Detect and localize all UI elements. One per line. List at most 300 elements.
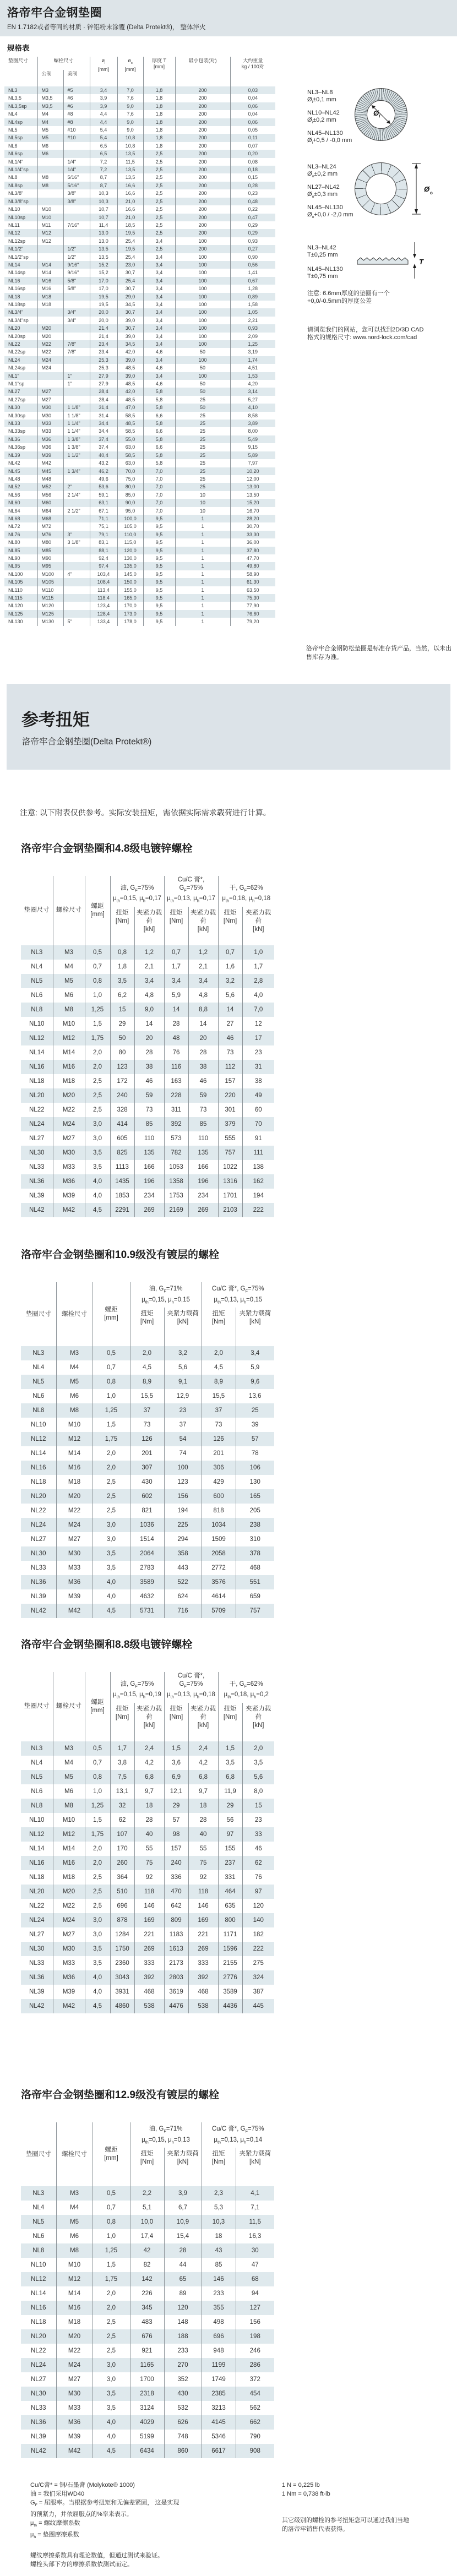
torque-table-row [21, 1346, 274, 1360]
spec-cell: 21,4 [90, 324, 117, 332]
torque-cell: NL4 [32, 1364, 45, 1371]
spec-cell: M52 [37, 483, 63, 491]
spec-table-row [4, 459, 275, 467]
torque-cell: NL39 [31, 2433, 46, 2440]
spec-cell: 200 [175, 142, 230, 150]
torque-cell: 821 [130, 1504, 164, 1518]
torque-cell: 2,5 [93, 2344, 130, 2358]
torque-cell: 3213 [202, 2401, 236, 2415]
spec-table-header [4, 57, 275, 86]
torque-cell: 2,8 [242, 974, 274, 988]
spec-table-row [4, 427, 275, 435]
torque-table-row [21, 1756, 274, 1770]
torque-banner-subtitle: 洛帝牢合金钢垫圈(Delta Protekt®) [22, 737, 152, 747]
footnote-line: 螺栓头部下方的摩擦系数依测试而定。 [30, 2561, 133, 2568]
torque-cell: 73 [188, 1103, 218, 1117]
torque-cell: 2360 [110, 1956, 134, 1970]
torque-cell: NL42 [31, 1608, 46, 1614]
col-thickness: 厚度 T [mm] [143, 57, 175, 86]
torque-cell: 240 [164, 1856, 188, 1870]
spec-cell: M14 [37, 269, 63, 276]
torque-cell: 12,9 [164, 1389, 202, 1403]
torque-cell: 1749 [202, 2372, 236, 2387]
col-torque: 扭矩 [Nm] [115, 1705, 129, 1720]
torque-cell: NL24 [29, 1120, 45, 1128]
torque-cell: 25 [236, 1403, 274, 1418]
torque-cell: 48 [164, 1031, 188, 1045]
torque-cell: 3589 [218, 1985, 242, 1999]
torque-cell: 18 [134, 1799, 164, 1813]
torque-cell: 1,7 [242, 960, 274, 974]
torque-cell: 169 [188, 1913, 218, 1927]
torque-note: 注意: 以下附表仅供参考。实际安装扭矩，需依据实际需求载荷进行计算。 [20, 808, 271, 817]
torque-cell: 0,7 [93, 2201, 130, 2215]
spec-cell: 46,2 [90, 467, 117, 475]
spec-cell: M14 [37, 261, 63, 269]
spec-table-row [4, 602, 275, 609]
torque-cell: M6 [56, 2229, 93, 2243]
torque-cell: M42 [56, 1604, 93, 1618]
torque-cell: 445 [242, 1999, 274, 2013]
spec-cell: 1,8 [143, 142, 175, 150]
torque-cell: 538 [188, 1999, 218, 2013]
torque-cell: 1,2 [134, 945, 164, 960]
torque-cell: NL33 [31, 2405, 46, 2411]
torque-cell: 135 [188, 1146, 218, 1160]
spec-cell: NL3,5 [8, 95, 22, 101]
torque-cell: 59 [134, 1088, 164, 1103]
torque-cell: 2,0 [93, 1461, 130, 1475]
spec-cell: 200 [175, 221, 230, 229]
spec-cell: 3,4 [143, 285, 175, 292]
lubrication-group-header: 油, $G_F=71\%$ $\mu_{th}=0,15$, $\mu_h=0,13$ [142, 2126, 190, 2144]
spec-cell: 1 [175, 578, 230, 586]
spec-table-row [4, 491, 275, 499]
torque-cell: NL8 [31, 1802, 43, 1809]
spec-cell [63, 150, 90, 157]
col-bolt-size: 螺栓尺寸 [53, 876, 85, 945]
spec-cell: NL20 [8, 325, 20, 331]
spec-cell: 25 [175, 483, 230, 491]
torque-cell: NL14 [31, 1450, 46, 1457]
torque-cell: M8 [53, 1799, 85, 1813]
spec-table-row [4, 173, 275, 181]
spec-cell: M18 [37, 301, 63, 308]
torque-cell: 30 [236, 2243, 274, 2258]
torque-table-row [21, 1870, 274, 1885]
spec-cell: 100 [175, 261, 230, 269]
spec-cell: 200 [175, 166, 230, 173]
spec-cell: 3/4" [63, 317, 90, 324]
spec-table-row [4, 166, 275, 173]
spec-cell: 200 [175, 118, 230, 126]
torque-cell: 0,7 [218, 945, 242, 960]
torque-cell: 14 [218, 1003, 242, 1017]
torque-cell: 2385 [202, 2387, 236, 2401]
spec-cell: M130 [37, 618, 63, 625]
torque-cell: NL6 [32, 2233, 45, 2240]
spec-cell: NL3/8" [8, 190, 24, 197]
torque-cell: 430 [130, 1475, 164, 1489]
spec-cell: NL18sp [8, 301, 26, 307]
spec-cell: 2,09 [230, 333, 275, 340]
spec-cell: NL85 [8, 547, 20, 553]
spec-cell: 30,7 [117, 269, 143, 276]
spec-cell [63, 602, 90, 609]
torque-cell: 3,4 [236, 1346, 274, 1360]
spec-cell: 2,21 [230, 317, 275, 324]
spec-cell: 59,1 [90, 491, 117, 499]
spec-cell: 70,0 [117, 467, 143, 475]
torque-cell: M4 [56, 1360, 93, 1375]
torque-table-section [21, 840, 274, 1217]
spec-table-row [4, 348, 275, 356]
col-clamp-load: 夹紧力载荷 [kN] [242, 907, 274, 945]
spec-cell: 2,5 [143, 214, 175, 221]
spec-cell: 110,0 [117, 531, 143, 538]
torque-cell: 14 [164, 1003, 188, 1017]
spec-cell: 28,4 [90, 388, 117, 395]
torque-cell: 112 [218, 1060, 242, 1074]
spec-cell: NL36 [8, 436, 20, 442]
torque-cell: 878 [110, 1913, 134, 1927]
spec-cell: 5/16" [63, 173, 90, 181]
torque-cell: 624 [164, 1589, 202, 1604]
spec-cell: M12 [37, 237, 63, 245]
spec-cell: 9,5 [143, 610, 175, 618]
torque-cell: NL30 [31, 2390, 46, 2397]
torque-table-row [21, 1827, 274, 1842]
spec-cell: 1" [63, 380, 90, 388]
spec-cell: 5/8" [63, 277, 90, 285]
torque-cell: M16 [56, 1461, 93, 1475]
spec-table-row [4, 451, 275, 459]
spec-table-row [4, 221, 275, 229]
torque-cell: 470 [164, 1885, 188, 1899]
spec-cell [37, 166, 63, 173]
torque-cell: NL42 [31, 2448, 46, 2454]
spec-table-row [4, 198, 275, 205]
spec-cell: 25 [175, 412, 230, 420]
spec-cell: 2,5 [143, 198, 175, 205]
torque-cell: 696 [110, 1899, 134, 1913]
torque-cell: M33 [53, 1160, 85, 1174]
torque-cell: 0,8 [93, 2215, 130, 2229]
torque-cell: 10,3 [202, 2215, 236, 2229]
spec-cell: 4" [63, 570, 90, 578]
torque-cell: 233 [164, 2344, 202, 2358]
torque-cell: 4,5 [85, 1203, 110, 1217]
torque-cell: 32 [110, 1799, 134, 1813]
spec-cell: 9,5 [143, 570, 175, 578]
torque-cell: 555 [218, 1131, 242, 1146]
spec-cell: M22 [37, 348, 63, 356]
spec-cell: #8 [63, 118, 90, 126]
torque-cell: 11,5 [236, 2215, 274, 2229]
spec-cell: 3" [63, 531, 90, 538]
spec-cell: 31,4 [90, 412, 117, 420]
spec-cell: NL8sp [8, 182, 23, 188]
spec-cell: 5,8 [143, 396, 175, 404]
spec-cell: 8,00 [230, 427, 275, 435]
torque-cell: 443 [164, 1561, 202, 1575]
col-clamp-load: 夹紧力载荷 [kN] [236, 2148, 274, 2186]
torque-cell: 757 [236, 1604, 274, 1618]
torque-cell: 1034 [202, 1518, 236, 1532]
torque-cell: NL12 [29, 1831, 45, 1838]
spec-cell: 11,5 [117, 158, 143, 166]
spec-cell: 34,4 [90, 420, 117, 427]
torque-cell: 306 [202, 1461, 236, 1475]
torque-cell: 8,9 [130, 1375, 164, 1389]
torque-cell: 240 [110, 1088, 134, 1103]
torque-table-row [21, 1418, 274, 1432]
torque-cell: NL3 [32, 2190, 45, 2197]
spec-cell: 1 [175, 618, 230, 625]
torque-cell: NL24 [31, 2362, 46, 2368]
torque-cell: 18 [188, 1799, 218, 1813]
torque-cell: 372 [236, 2372, 274, 2387]
spec-cell [63, 515, 90, 522]
spec-cell: 9,5 [143, 602, 175, 609]
torque-cell: 605 [110, 1131, 134, 1146]
torque-cell: 38 [134, 1060, 164, 1074]
footnote-line: 油 = 我们采用WD40 [30, 2491, 85, 2497]
col-torque: 扭矩 [Nm] [140, 1310, 154, 1325]
spec-cell: 33,30 [230, 531, 275, 538]
spec-cell: 13,00 [230, 483, 275, 491]
spec-cell: M3,5 [37, 94, 63, 102]
spec-cell: NL16sp [8, 286, 26, 292]
torque-cell: 85 [188, 1117, 218, 1131]
torque-table-section [21, 1636, 274, 2013]
spec-cell: 1 [175, 538, 230, 546]
spec-cell: 0,05 [230, 126, 275, 134]
torque-cell: M22 [56, 2344, 93, 2358]
torque-cell: 233 [202, 2286, 236, 2301]
torque-cell: 29 [218, 1799, 242, 1813]
torque-table-row [21, 2215, 274, 2229]
torque-cell: 1514 [130, 1532, 164, 1546]
footnote-line: 1 N = 0,225 lb [282, 2482, 320, 2488]
spec-cell: 48,5 [117, 364, 143, 372]
spec-cell: M68 [37, 515, 63, 522]
torque-cell: 626 [164, 2415, 202, 2430]
torque-cell: NL20 [29, 1092, 45, 1099]
spec-cell: 5,4 [90, 126, 117, 134]
spec-cell: M18 [37, 293, 63, 301]
torque-cell: 757 [218, 1146, 242, 1160]
spec-cell: M76 [37, 531, 63, 538]
spec-cell: 16,6 [117, 205, 143, 213]
torque-cell: 28 [164, 2243, 202, 2258]
torque-cell: 414 [110, 1117, 134, 1131]
spec-cell: 3/8" [63, 198, 90, 205]
spec-cell: 25 [175, 475, 230, 483]
torque-cell: 78 [236, 1446, 274, 1461]
spec-cell: 10,7 [90, 205, 117, 213]
torque-cell: 2,0 [242, 1741, 274, 1756]
torque-table-title: 洛帝牢合金钢垫圈和12.9级没有镀层的螺栓 [21, 2089, 219, 2101]
spec-cell: 2,5 [143, 158, 175, 166]
torque-cell: 126 [202, 1432, 236, 1446]
spec-cell: 178,0 [117, 618, 143, 625]
torque-table-row [21, 1970, 274, 1985]
spec-cell: 30,70 [230, 522, 275, 530]
spec-cell: NL14 [8, 262, 20, 268]
torque-cell: 642 [164, 1899, 188, 1913]
spec-cell: M56 [37, 491, 63, 499]
torque-table-row [21, 2272, 274, 2286]
spec-cell: 50 [175, 380, 230, 388]
tolerance-item: NL3–NL42 T±0,25 mm [307, 244, 338, 258]
spec-cell: 20,0 [90, 308, 117, 316]
torque-cell: 6617 [202, 2444, 236, 2458]
spec-cell: M6 [37, 142, 63, 150]
spec-cell: M72 [37, 522, 63, 530]
torque-cell: 55 [134, 1842, 164, 1856]
torque-cell: 3,5 [93, 1561, 130, 1575]
spec-cell: 49,6 [90, 475, 117, 483]
inner-diameter-arrow-icon [355, 88, 407, 141]
spec-cell: 88,1 [90, 547, 117, 554]
torque-cell: M42 [53, 1999, 85, 2013]
torque-cell: 3,6 [164, 1756, 188, 1770]
spec-cell [63, 522, 90, 530]
torque-cell: 1596 [218, 1942, 242, 1956]
spec-cell: 200 [175, 245, 230, 253]
torque-table-row [21, 1103, 274, 1117]
spec-cell: 39,0 [117, 356, 143, 364]
spec-cell: 6,6 [143, 412, 175, 420]
torque-cell: 111 [242, 1146, 274, 1160]
torque-cell: 1113 [110, 1160, 134, 1174]
torque-cell: NL8 [32, 1407, 45, 1414]
torque-cell: M5 [56, 2215, 93, 2229]
torque-cell: 3,0 [93, 1532, 130, 1546]
torque-cell: 5,6 [164, 1360, 202, 1375]
torque-cell: 50 [110, 1031, 134, 1045]
torque-cell: 2,0 [85, 1045, 110, 1060]
torque-table-header [21, 2122, 274, 2186]
torque-cell: 94 [236, 2286, 274, 2301]
spec-cell: 6,5 [90, 150, 117, 157]
spec-cell: 13,0 [90, 237, 117, 245]
torque-cell: NL20 [31, 1493, 46, 1500]
spec-cell: 2,5 [143, 221, 175, 229]
spec-cell [63, 499, 90, 507]
torque-cell: M12 [56, 2272, 93, 2286]
spec-cell: NL16 [8, 277, 20, 284]
torque-cell: 6434 [130, 2444, 164, 2458]
torque-cell: 1,8 [110, 960, 134, 974]
torque-cell: 0,8 [85, 974, 110, 988]
spec-cell: 75,0 [117, 475, 143, 483]
torque-cell: 169 [134, 1913, 164, 1927]
torque-cell: 1701 [218, 1189, 242, 1203]
spec-cell: 10 [175, 491, 230, 499]
col-torque: 扭矩 [Nm] [164, 907, 188, 945]
spec-cell: 0,67 [230, 277, 275, 285]
spec-cell: 4,10 [230, 404, 275, 411]
torque-cell: M30 [53, 1146, 85, 1160]
torque-cell: 355 [202, 2301, 236, 2315]
torque-cell: 194 [164, 1504, 202, 1518]
torque-cell: 73 [130, 1418, 164, 1432]
torque-table-row [21, 2301, 274, 2315]
torque-table-row [21, 1770, 274, 1784]
spec-cell: 7,2 [90, 166, 117, 173]
spec-cell: NL5 [8, 127, 18, 133]
torque-cell: 662 [236, 2415, 274, 2430]
torque-cell: 3,5 [242, 1756, 274, 1770]
spec-cell: 2 1/2" [63, 507, 90, 515]
torque-table-section [21, 1246, 274, 1618]
spec-cell: NL27sp [8, 396, 26, 402]
spec-cell: 9,5 [143, 578, 175, 586]
spec-cell: 3/4" [63, 308, 90, 316]
spec-cell: 18,5 [117, 221, 143, 229]
spec-cell: 1 1/8" [63, 412, 90, 420]
spec-cell: 6,5 [90, 142, 117, 150]
torque-cell: 2,5 [85, 1899, 110, 1913]
torque-cell: M42 [53, 1203, 85, 1217]
spec-cell: 7,2 [90, 158, 117, 166]
inner-diameter-tolerances [307, 89, 355, 151]
spec-cell: 0,04 [230, 110, 275, 118]
torque-cell: 89 [164, 2286, 202, 2301]
torque-cell: NL14 [31, 2290, 46, 2297]
torque-table-title: 洛帝牢合金钢垫圈和8.8级电镀锌螺栓 [21, 1639, 193, 1651]
torque-cell: 118 [188, 1885, 218, 1899]
spec-cell: 21,4 [90, 333, 117, 340]
torque-cell: 55 [188, 1842, 218, 1856]
torque-cell: 14 [188, 1017, 218, 1031]
spec-cell: 10,3 [90, 189, 117, 197]
spec-cell: NL11 [8, 222, 20, 228]
spec-cell: 10 [175, 499, 230, 507]
dimension-tolerance-sidebar [306, 88, 457, 639]
spec-cell: 5,8 [143, 451, 175, 459]
torque-cell: 1,7 [110, 1741, 134, 1756]
spec-cell: 9/16" [63, 261, 90, 269]
spec-cell: 2,5 [143, 166, 175, 173]
spec-cell: NL18 [8, 293, 20, 299]
spec-cell: 25 [175, 459, 230, 467]
torque-cell: 1750 [110, 1942, 134, 1956]
torque-cell: 163 [164, 1074, 188, 1088]
outer-diameter-dimension-icon [410, 162, 443, 215]
torque-cell: 17 [242, 1031, 274, 1045]
torque-cell: 676 [130, 2329, 164, 2344]
spec-cell: 20,0 [90, 317, 117, 324]
torque-table-row [21, 1813, 274, 1827]
col-bolt-size: 螺栓尺寸 [53, 58, 74, 63]
col-torque: 扭矩 [Nm] [140, 2150, 154, 2165]
torque-cell: 73 [218, 1045, 242, 1060]
torque-table-row [21, 1575, 274, 1589]
torque-table-row [21, 1561, 274, 1575]
torque-table-row [21, 1784, 274, 1799]
spec-cell: 3,9 [90, 94, 117, 102]
col-torque: 扭矩 [Nm] [218, 907, 242, 945]
torque-cell: 127 [236, 2301, 274, 2315]
torque-cell: 4,2 [134, 1756, 164, 1770]
spec-cell: M10 [37, 205, 63, 213]
spec-cell: 0,06 [230, 102, 275, 110]
torque-cell: 2291 [110, 1203, 134, 1217]
spec-cell: 3,4 [143, 253, 175, 261]
